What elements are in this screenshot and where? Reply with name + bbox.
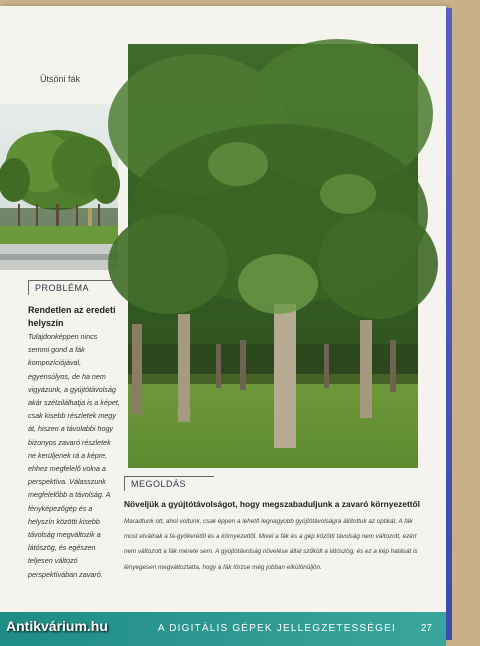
watermark: Antikvárium.hu: [6, 618, 108, 634]
problem-label: PROBLÉMA: [28, 280, 95, 295]
thumbnail-photo: [0, 104, 118, 270]
chapter-title: A DIGITÁLIS GÉPEK JELLEGZETESSÉGEI: [157, 623, 396, 634]
solution-title: Növeljük a gyújtótávolságot, hogy megszabaduljunk a zavaró környezettől: [124, 499, 420, 509]
main-photo: [128, 44, 418, 468]
problem-title: Rendetlen az eredeti helyszín: [28, 305, 116, 328]
thumbnail-caption: Ütsöni fák: [40, 74, 81, 84]
solution-label: MEGOLDÁS: [124, 476, 192, 491]
problem-body: Tulajdonképpen nincs semmi gond a fák kompozíciójával, egyensúlyos, de ha nem vigyázunk, a gyújtótávolság akár szétzilálhatja is a képet, csak kisebb részletek megy át, hiszen a távolabbi hogy bizonyos zavaró részletek ne kerüljenek rá a képre, ehhez megfelelő volna a perspektíva. Válasszunk megfelelőbb a távolság. A fényképezőgép és a helyszín közötti kisebb távolság megváltozik a látószög, és egészen teljesen változó perspektívában zavaró.: [28, 332, 120, 579]
book-spine: [446, 8, 452, 640]
book-page: [0, 6, 446, 640]
page-number: 27: [420, 623, 432, 634]
solution-body: Maradtunk ott, ahol voltunk, csak éppen a lehető legnagyobb gyújtótávolságra állítottuk az optikát. A fák most elválnak a fa-gyökerétől és a környezettől. Mivel a fák és a gép közötti távolság nem változott, ezért nem változott a fák mérete sem. A gyújtótávolság növelése által szűkült a látószög, és ez a kép hatását is lényegesen megváltoztatta, hogy a fák törzse még jobban elkülönüljön.: [124, 518, 418, 571]
